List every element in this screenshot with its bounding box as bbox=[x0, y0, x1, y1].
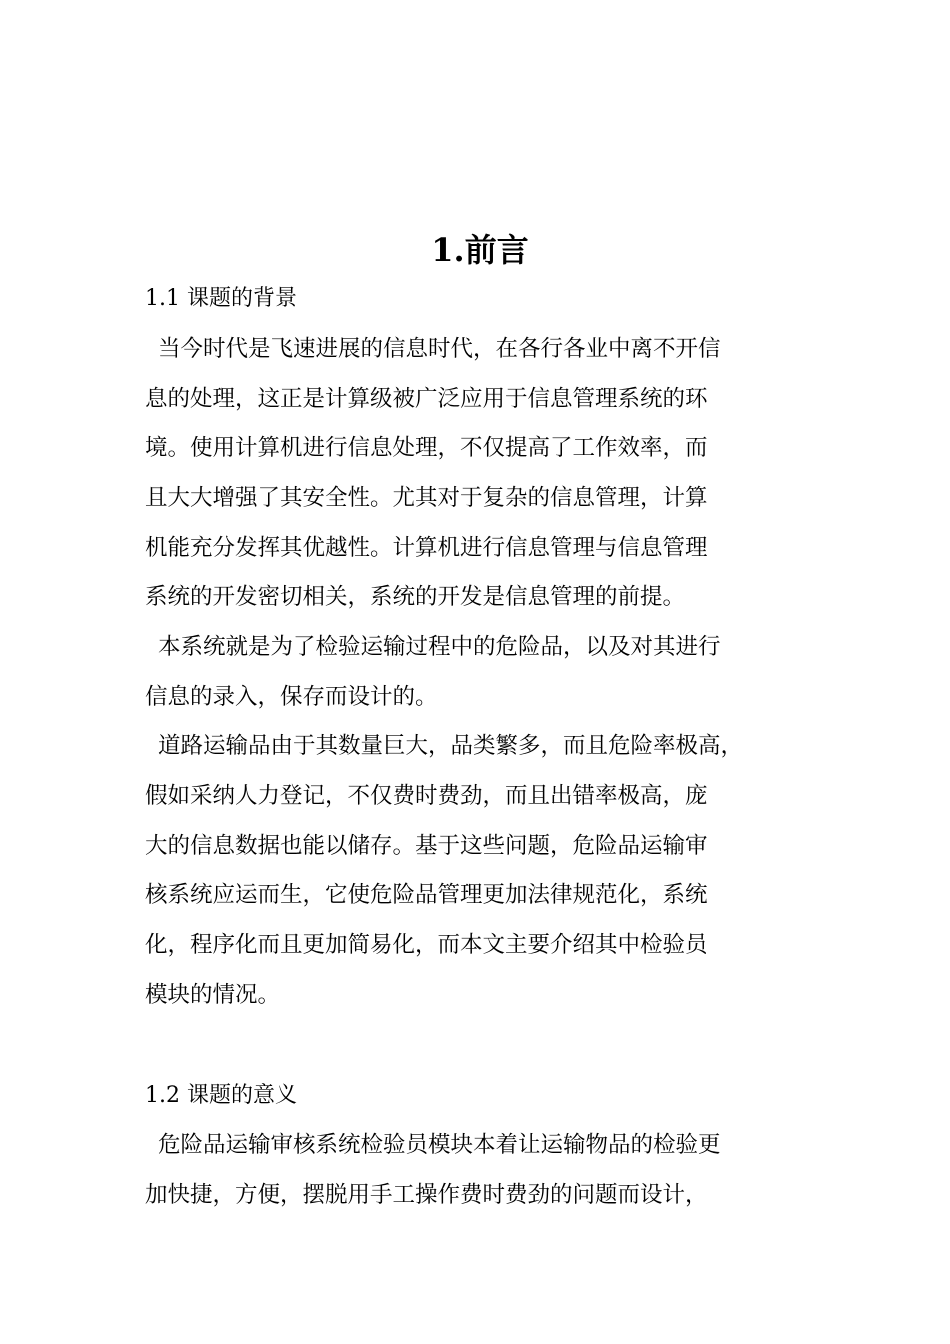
section-heading-background: 1.1 课题的背景 bbox=[145, 286, 297, 311]
paragraph-line: 本系统就是为了检验运输过程中的危险品，以及对其进行 bbox=[158, 634, 721, 660]
paragraph-line: 化，程序化而且更加简易化，而本文主要介绍其中检验员 bbox=[145, 932, 708, 958]
paragraph-line: 危险品运输审核系统检验员模块本着让运输物品的检验更 bbox=[158, 1132, 721, 1158]
section-heading-significance: 1.2 课题的意义 bbox=[145, 1083, 297, 1108]
paragraph-line: 当今时代是飞速进展的信息时代，在各行各业中离不开信 bbox=[158, 336, 721, 362]
paragraph-line: 信息的录入，保存而设计的。 bbox=[145, 684, 438, 710]
paragraph-line: 且大大增强了其安全性。尤其对于复杂的信息管理，计算 bbox=[145, 485, 708, 511]
page-title: 1.前言 bbox=[431, 231, 529, 269]
paragraph-line: 加快捷，方便，摆脱用手工操作费时费劲的问题而设计， bbox=[145, 1182, 708, 1208]
paragraph-line: 机能充分发挥其优越性。计算机进行信息管理与信息管理 bbox=[145, 535, 708, 561]
paragraph-line: 核系统应运而生，它使危险品管理更加法律规范化，系统 bbox=[145, 882, 708, 908]
paragraph-line: 境。使用计算机进行信息处理，不仅提高了工作效率，而 bbox=[145, 435, 708, 461]
paragraph-line: 大的信息数据也能以储存。基于这些问题，危险品运输审 bbox=[145, 833, 708, 859]
paragraph-line: 道路运输品由于其数量巨大，品类繁多，而且危险率极高， bbox=[158, 733, 744, 759]
paragraph-line: 系统的开发密切相关，系统的开发是信息管理的前提。 bbox=[145, 584, 686, 610]
paragraph-line: 假如采纳人力登记，不仅费时费劲，而且出错率极高，庞 bbox=[145, 783, 708, 809]
paragraph-line: 模块的情况。 bbox=[145, 982, 281, 1008]
paragraph-line: 息的处理，这正是计算级被广泛应用于信息管理系统的环 bbox=[145, 386, 708, 412]
